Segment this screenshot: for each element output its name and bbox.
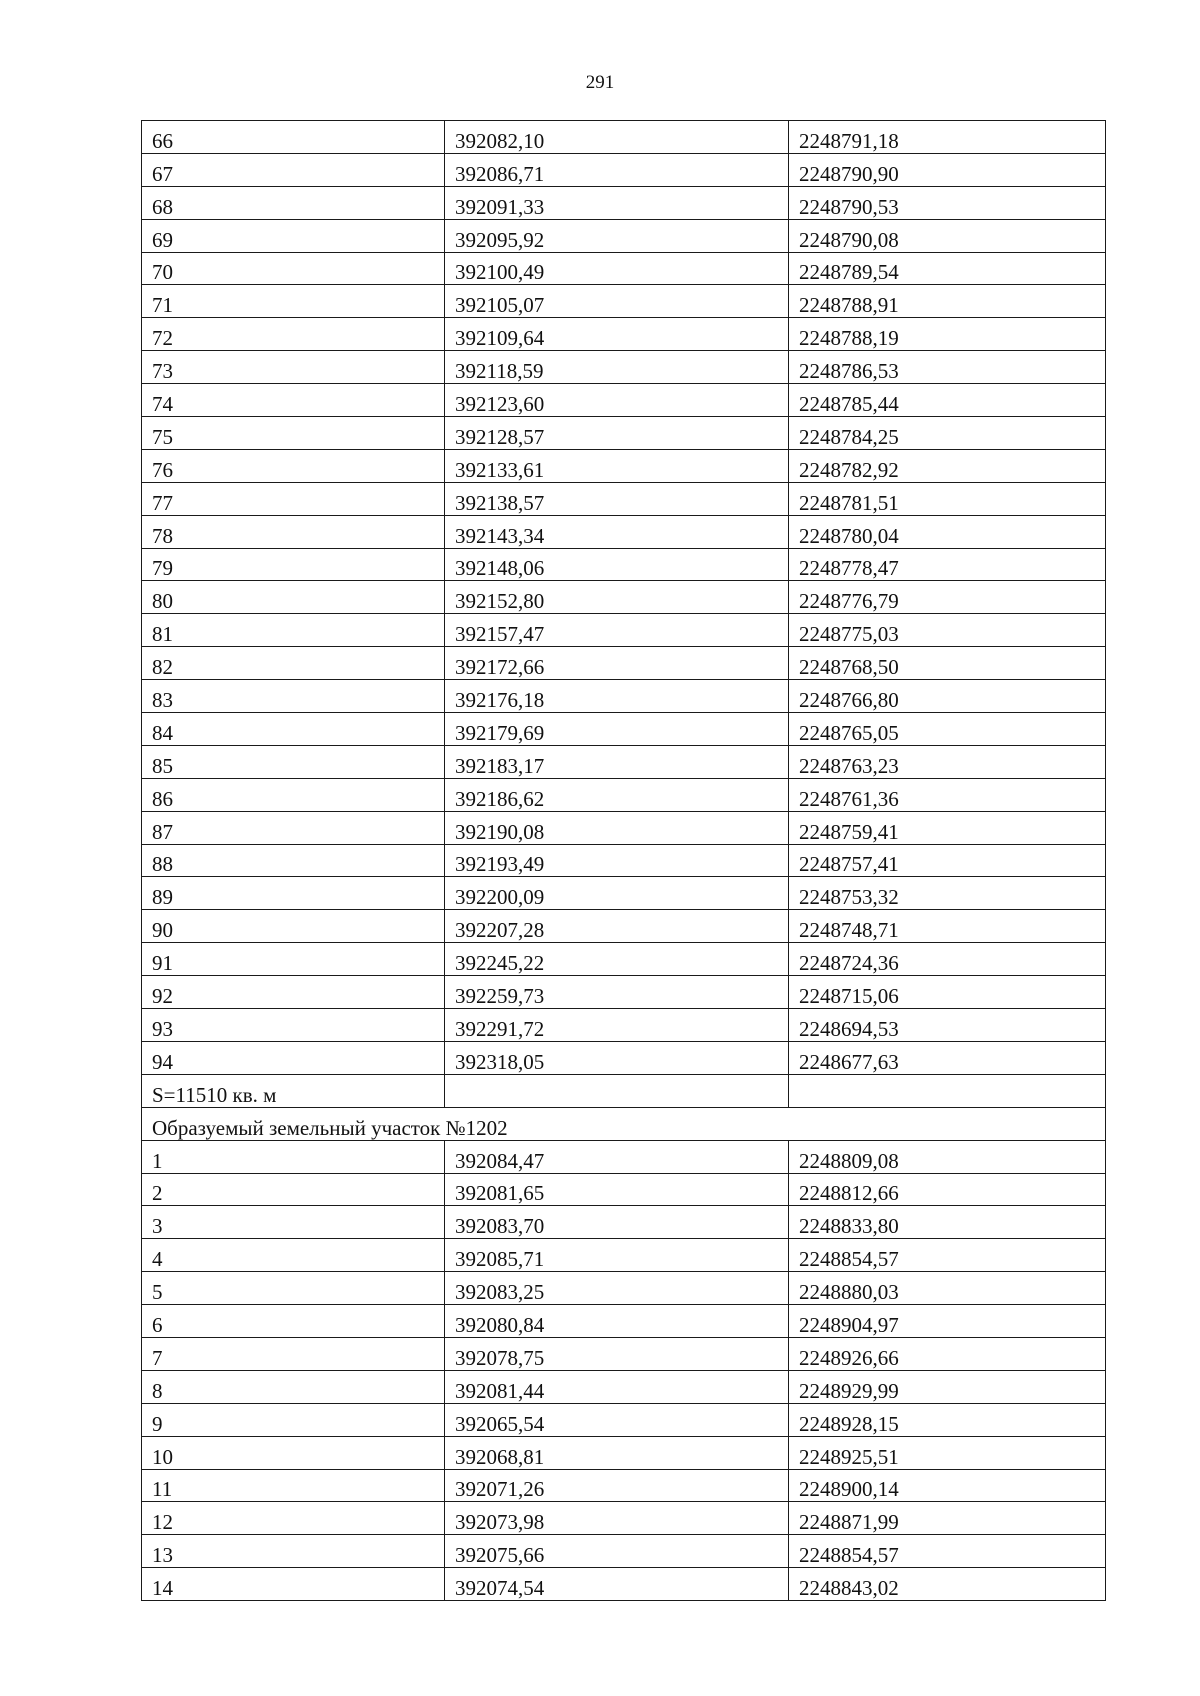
x-coordinate-cell: 392091,33	[445, 186, 789, 219]
y-coordinate-cell: 2248784,25	[789, 417, 1106, 450]
y-coordinate-cell: 2248761,36	[789, 778, 1106, 811]
x-coordinate-cell: 392078,75	[445, 1337, 789, 1370]
x-coordinate-cell: 392068,81	[445, 1436, 789, 1469]
point-number-cell: 68	[142, 186, 445, 219]
x-coordinate-cell: 392086,71	[445, 153, 789, 186]
x-coordinate-cell: 392095,92	[445, 219, 789, 252]
x-coordinate-cell: 392082,10	[445, 121, 789, 154]
table-row	[142, 680, 1106, 713]
y-coordinate-cell: 2248791,18	[789, 121, 1106, 154]
point-number-cell: 14	[142, 1568, 445, 1601]
table-row	[142, 548, 1106, 581]
x-coordinate-cell: 392157,47	[445, 614, 789, 647]
y-coordinate-cell: 2248781,51	[789, 482, 1106, 515]
point-number-cell: 92	[142, 976, 445, 1009]
x-coordinate-cell: 392128,57	[445, 417, 789, 450]
area-cell: S=11510 кв. м	[142, 1074, 445, 1107]
point-number-cell: 66	[142, 121, 445, 154]
y-coordinate-cell: 2248812,66	[789, 1173, 1106, 1206]
point-number-cell: 81	[142, 614, 445, 647]
table-row	[142, 1502, 1106, 1535]
x-coordinate-cell: 392100,49	[445, 252, 789, 285]
table-row	[142, 1305, 1106, 1338]
point-number-cell: 91	[142, 943, 445, 976]
point-number-cell: 12	[142, 1502, 445, 1535]
y-coordinate-cell: 2248788,91	[789, 285, 1106, 318]
table-row	[142, 1206, 1106, 1239]
table-row	[142, 351, 1106, 384]
y-coordinate-cell: 2248759,41	[789, 811, 1106, 844]
point-number-cell: 94	[142, 1041, 445, 1074]
x-coordinate-cell: 392105,07	[445, 285, 789, 318]
x-coordinate-cell: 392193,49	[445, 844, 789, 877]
x-coordinate-cell: 392318,05	[445, 1041, 789, 1074]
table-row	[142, 910, 1106, 943]
table-row	[142, 1370, 1106, 1403]
x-coordinate-cell: 392138,57	[445, 482, 789, 515]
x-coordinate-cell: 392190,08	[445, 811, 789, 844]
table-row	[142, 482, 1106, 515]
point-number-cell: 2	[142, 1173, 445, 1206]
table-row	[142, 153, 1106, 186]
point-number-cell: 93	[142, 1009, 445, 1042]
y-coordinate-cell: 2248788,19	[789, 318, 1106, 351]
y-coordinate-cell: 2248843,02	[789, 1568, 1106, 1601]
y-coordinate-cell: 2248790,08	[789, 219, 1106, 252]
x-coordinate-cell: 392084,47	[445, 1140, 789, 1173]
table-row	[142, 1436, 1106, 1469]
y-coordinate-cell: 2248880,03	[789, 1272, 1106, 1305]
y-coordinate-cell: 2248753,32	[789, 877, 1106, 910]
table-row	[142, 778, 1106, 811]
x-coordinate-cell: 392183,17	[445, 745, 789, 778]
x-coordinate-cell: 392109,64	[445, 318, 789, 351]
table-row	[142, 384, 1106, 417]
y-coordinate-cell: 2248790,53	[789, 186, 1106, 219]
point-number-cell: 75	[142, 417, 445, 450]
y-coordinate-cell: 2248871,99	[789, 1502, 1106, 1535]
point-number-cell: 10	[142, 1436, 445, 1469]
table-row	[142, 449, 1106, 482]
table-row	[142, 647, 1106, 680]
table-row	[142, 515, 1106, 548]
x-coordinate-cell: 392291,72	[445, 1009, 789, 1042]
table-row	[142, 1009, 1106, 1042]
y-coordinate-cell: 2248757,41	[789, 844, 1106, 877]
x-coordinate-cell: 392133,61	[445, 449, 789, 482]
coordinates-table-body	[142, 121, 1106, 1601]
y-coordinate-cell: 2248790,90	[789, 153, 1106, 186]
point-number-cell: 84	[142, 713, 445, 746]
point-number-cell: 89	[142, 877, 445, 910]
y-coordinate-cell: 2248694,53	[789, 1009, 1106, 1042]
y-coordinate-cell: 2248677,63	[789, 1041, 1106, 1074]
y-coordinate-cell: 2248782,92	[789, 449, 1106, 482]
y-coordinate-cell: 2248763,23	[789, 745, 1106, 778]
table-row	[142, 976, 1106, 1009]
x-coordinate-cell: 392152,80	[445, 581, 789, 614]
point-number-cell: 76	[142, 449, 445, 482]
point-number-cell: 77	[142, 482, 445, 515]
point-number-cell: 86	[142, 778, 445, 811]
y-coordinate-cell: 2248925,51	[789, 1436, 1106, 1469]
x-coordinate-cell: 392083,25	[445, 1272, 789, 1305]
y-coordinate-cell: 2248715,06	[789, 976, 1106, 1009]
y-coordinate-cell: 2248748,71	[789, 910, 1106, 943]
x-coordinate-cell: 392085,71	[445, 1239, 789, 1272]
point-number-cell: 79	[142, 548, 445, 581]
table-row	[142, 1337, 1106, 1370]
x-coordinate-cell: 392179,69	[445, 713, 789, 746]
point-number-cell: 5	[142, 1272, 445, 1305]
parcel-heading-cell: Образуемый земельный участок №1202	[142, 1107, 1106, 1140]
table-row	[142, 581, 1106, 614]
y-coordinate-cell: 2248778,47	[789, 548, 1106, 581]
y-coordinate-cell: 2248789,54	[789, 252, 1106, 285]
page-number: 291	[585, 72, 615, 93]
x-coordinate-cell: 392143,34	[445, 515, 789, 548]
point-number-cell: 82	[142, 647, 445, 680]
point-number-cell: 78	[142, 515, 445, 548]
x-coordinate-cell: 392083,70	[445, 1206, 789, 1239]
coordinates-table	[141, 120, 1106, 1601]
table-row	[142, 1239, 1106, 1272]
table-row	[142, 1403, 1106, 1436]
table-row	[142, 713, 1106, 746]
y-coordinate-cell: 2248776,79	[789, 581, 1106, 614]
point-number-cell: 87	[142, 811, 445, 844]
table-row	[142, 121, 1106, 154]
y-coordinate-cell: 2248854,57	[789, 1239, 1106, 1272]
y-coordinate-cell: 2248724,36	[789, 943, 1106, 976]
y-coordinate-cell: 2248768,50	[789, 647, 1106, 680]
point-number-cell: 11	[142, 1469, 445, 1502]
table-row	[142, 417, 1106, 450]
point-number-cell: 69	[142, 219, 445, 252]
point-number-cell: 3	[142, 1206, 445, 1239]
y-coordinate-cell: 2248833,80	[789, 1206, 1106, 1239]
table-row	[142, 1535, 1106, 1568]
y-coordinate-cell: 2248765,05	[789, 713, 1106, 746]
point-number-cell: 74	[142, 384, 445, 417]
point-number-cell: 88	[142, 844, 445, 877]
x-coordinate-cell: 392148,06	[445, 548, 789, 581]
y-coordinate-cell: 2248809,08	[789, 1140, 1106, 1173]
x-coordinate-cell: 392074,54	[445, 1568, 789, 1601]
x-coordinate-cell: 392172,66	[445, 647, 789, 680]
x-coordinate-cell: 392080,84	[445, 1305, 789, 1338]
table-row	[142, 745, 1106, 778]
table-row	[142, 1173, 1106, 1206]
x-coordinate-cell: 392118,59	[445, 351, 789, 384]
y-coordinate-cell: 2248780,04	[789, 515, 1106, 548]
y-coordinate-cell: 2248904,97	[789, 1305, 1106, 1338]
x-coordinate-cell: 392245,22	[445, 943, 789, 976]
y-coordinate-cell: 2248775,03	[789, 614, 1106, 647]
y-coordinate-cell: 2248926,66	[789, 1337, 1106, 1370]
table-row	[142, 1568, 1106, 1601]
y-coordinate-cell: 2248928,15	[789, 1403, 1106, 1436]
table-row	[142, 252, 1106, 285]
point-number-cell: 73	[142, 351, 445, 384]
x-coordinate-cell: 392259,73	[445, 976, 789, 1009]
table-row	[142, 219, 1106, 252]
y-coordinate-cell: 2248854,57	[789, 1535, 1106, 1568]
y-coordinate-cell: 2248929,99	[789, 1370, 1106, 1403]
point-number-cell: 83	[142, 680, 445, 713]
table-row	[142, 285, 1106, 318]
table-row	[142, 943, 1106, 976]
point-number-cell: 8	[142, 1370, 445, 1403]
point-number-cell: 1	[142, 1140, 445, 1173]
point-number-cell: 85	[142, 745, 445, 778]
table-row	[142, 1469, 1106, 1502]
x-coordinate-cell: 392123,60	[445, 384, 789, 417]
table-row	[142, 1272, 1106, 1305]
point-number-cell: 70	[142, 252, 445, 285]
x-coordinate-cell: 392071,26	[445, 1469, 789, 1502]
x-coordinate-cell: 392186,62	[445, 778, 789, 811]
table-row	[142, 877, 1106, 910]
x-coordinate-cell: 392081,44	[445, 1370, 789, 1403]
area-row	[142, 1074, 1106, 1107]
y-coordinate-cell: 2248766,80	[789, 680, 1106, 713]
table-row	[142, 318, 1106, 351]
x-coordinate-cell: 392073,98	[445, 1502, 789, 1535]
point-number-cell: 80	[142, 581, 445, 614]
x-coordinate-cell: 392207,28	[445, 910, 789, 943]
y-coordinate-cell: 2248900,14	[789, 1469, 1106, 1502]
table-row	[142, 614, 1106, 647]
x-coordinate-cell: 392176,18	[445, 680, 789, 713]
point-number-cell: 71	[142, 285, 445, 318]
x-coordinate-cell: 392065,54	[445, 1403, 789, 1436]
point-number-cell: 67	[142, 153, 445, 186]
y-coordinate-cell: 2248785,44	[789, 384, 1106, 417]
table-row	[142, 1140, 1106, 1173]
table-row	[142, 186, 1106, 219]
y-coordinate-cell	[789, 1074, 1106, 1107]
point-number-cell: 90	[142, 910, 445, 943]
x-coordinate-cell	[445, 1074, 789, 1107]
point-number-cell: 6	[142, 1305, 445, 1338]
table-row	[142, 811, 1106, 844]
parcel-heading-row	[142, 1107, 1106, 1140]
table-row	[142, 1041, 1106, 1074]
point-number-cell: 9	[142, 1403, 445, 1436]
x-coordinate-cell: 392075,66	[445, 1535, 789, 1568]
x-coordinate-cell: 392200,09	[445, 877, 789, 910]
point-number-cell: 13	[142, 1535, 445, 1568]
x-coordinate-cell: 392081,65	[445, 1173, 789, 1206]
table-row	[142, 844, 1106, 877]
point-number-cell: 4	[142, 1239, 445, 1272]
point-number-cell: 72	[142, 318, 445, 351]
point-number-cell: 7	[142, 1337, 445, 1370]
y-coordinate-cell: 2248786,53	[789, 351, 1106, 384]
